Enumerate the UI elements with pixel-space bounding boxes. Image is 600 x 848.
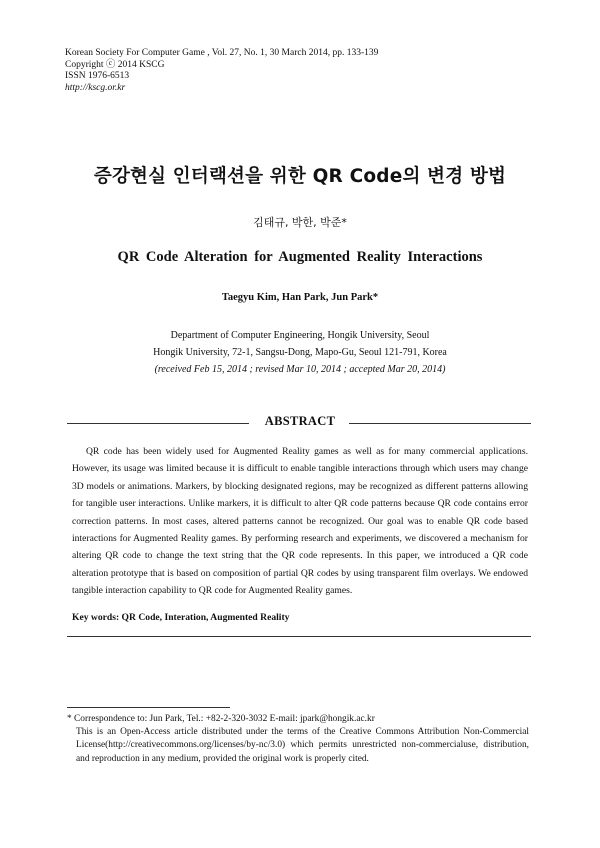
affiliation-department: Department of Computer Engineering, Hongik University, Seoul [170, 330, 430, 341]
copyright-line: Copyright ⓒ 2014 KSCG [65, 59, 165, 70]
submission-dates: (received Feb 15, 2014 ; revised Mar 10, 2014 ; accepted Mar 20, 2014) [154, 364, 446, 375]
abstract-body: QR code has been widely used for Augmented Reality games as well as for many commercial applications. However, its usage was limited because it is difficult to enable tangible interactions through which users may change 3D models or animations. Markers, by blocking designated regions, may be recognized as different patterns allowing for tangible user interactions. Unlike markers, it is difficult to alter QR code patterns because QR code contains error correction patterns. In most cases, altered patterns cannot be recognized. Our goal was to enable QR code based interactions for Augmented Reality games. By performing research and experiments, we discovered a mechanism for altering QR code to change the text string that the QR code represents. In this paper, we introduced a QR code alteration prototype that is based on composition of partial QR codes by using transparent film overlays. We endowed tangible interaction capability to QR code for Augmented Reality games. [72, 446, 528, 597]
abstract-rule-right [349, 423, 531, 424]
footnote-rule [67, 707, 230, 708]
korean-authors: 김태규, 박한, 박준* [253, 216, 347, 229]
affiliation-address: Hongik University, 72-1, Sangsu-Dong, Mapo-Gu, Seoul 121-791, Korea [153, 347, 447, 358]
english-title: QR Code Alteration for Augmented Reality Interactions [117, 249, 483, 265]
journal-masthead [65, 48, 378, 94]
korean-title: 증강현실 인터랙션을 위한 QR Code의 변경 방법 [93, 166, 507, 187]
abstract-heading: ABSTRACT [264, 414, 336, 428]
affiliation-block [0, 327, 600, 378]
footnote [67, 713, 529, 766]
english-authors: Taegyu Kim, Han Park, Jun Park* [221, 292, 379, 303]
keywords-divider [67, 636, 531, 637]
journal-citation: Korean Society For Computer Game , Vol. 27, No. 1, 30 March 2014, pp. 133-139 [65, 48, 379, 58]
correspondence-note: * Correspondence to: Jun Park, Tel.: +82-2-320-3032 E-mail: jpark@hongik.ac.kr [67, 714, 375, 724]
license-note: This is an Open-Access article distributed under the terms of the Creative Commons Attribution Non-Commercial License(http://creativecommons.org/licenses/by-nc/3.0) which permits unrestricted non-commercialuse, distribution, and reproduction in any medium, provided the original work is properly cited. [76, 727, 529, 764]
keywords-line: Key words: QR Code, Interation, Augmented Reality [72, 612, 290, 623]
issn-line: ISSN 1976-6513 [65, 71, 130, 82]
journal-url[interactable]: http://kscg.or.kr [65, 82, 126, 93]
